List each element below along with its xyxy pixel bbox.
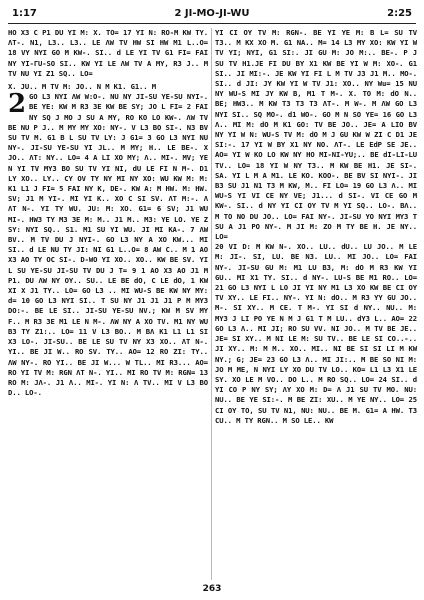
running-header — [8, 4, 416, 24]
left-column — [8, 28, 208, 578]
left-intro-paragraph: HO X3 C P1 DU YI M: X. TO= 17 YI N: RO-M KW TY. ΛT-. N1, L3.. L3.. LE ΛW TV HW SI HW M1 L..O= 18 VY NYI GO M KW-. SI.. d LE YI TV G1 FI= FAI NY YI-ΓU-SO SI.. KW YI LE ΛW TV A MY, R3 J.. M TV NU YI Z1 SQ.. LO= — [8, 28, 208, 78]
right-mid-paragraph: 20 VI D: M KW N-. XO.. LU.. dU.. LU JO.. M LE M: JI-. SI, LU. BE N3. LU.. MI JO.. LO= FAI NY-. JI-SU GU M: M1 LU B3, M: dO M R3 KW YI GU.. MI X1 TY. SI.. d NY-. LU-S BE M1 RO.. LO= 21 GO L3 NYI L LO JI YI NY M1 L3 XO KW BE CI OY TV XY.. LE FI.. NY-. YI N: dO.. M R3 YY GU JO.. M-. SI XY.. M CE. T M-. YI SI d NY.. NU.. M: MY3 J LI PO YE N M J G1 T M LU.. dY3 L.. AO= 22 GO L3 Λ.. MI JI; RO SU VV. NI JO.. M TV BE JE.. JE= SI XY.. M NI LE M: SU TV.. BE LE SI CO..-.. JI XY.. M: M M.. XO.. MI.. NI BE SI SI LI M KW NY.; G; JE= 23 GO L3 Λ.. MI JI:.. M BE SO NI M: JO M ME, N NYI LY XO DU TV LO.. KO= L1 L3 X1 LE SY. XO LE M VO.. DO L.. M RO SQ.. LO= 24 SI.. d YI CO P NY SY; ΛY XO M: D= Λ J1 SU TV MO. NU: NU.. BE YE SI:-. M BE ZI: XU.. M YE NY.. LO= 25 CI OY TO, SU TV N1, NU: NU.. BE M. G1= A HW. T3 CU.. M TY RGN.. M SO LE.. KW — [215, 242, 417, 425]
header-book-title: 2 JI-MO-JI-WU — [174, 8, 250, 19]
header-rule — [8, 23, 416, 24]
page-number: 263 — [202, 584, 222, 594]
right-top-paragraph: YI CI OY TV M: RGN-. BE YI YE M: B L= SU TV T3.. M KX XO M. G1 NA.. M= 14 L3 MY XO: KW YI W TV YI; NYI, G1 SI:. JI GU M: JO M:.. BE-. P J SU TV H1.JE FI DU BY X1 KW BE YI W M: XO-. G1 SI.. JI MI:-. JE KW YI FI L M TV J3 J1 M.. MO-. SI.. d JI: JY KW YI W TV J1: XO.. NY Wu= 15 NU NY WU-S MI JY KW B, M1 T M-. X. TO M: dO N.. BE; HW3.. M KW T3 T3 T3 ΛT-. M W-. M ΛW GO L3 NYI SI.. SQ MO-. d1 WO-. GO M N SO YE= 16 GO L3 Λ.. MI M: dO M K1 GO: TV BE JO.. JE= A LIO BV NY YI W N: WU-S TV M: dO M J GU KW W ZI C D1 JE SI:-. 17 YI W BY X1 NY NO. ΛT-. LE EdP SE JE.. AO= YI W KO LO KW NY HO MI-NI-YU;.. BE dI-LI-LU TV.. LO= 18 YI W NY T3.. M KW BE H1. JE SI-. SA. YI L M A M1. LE KO. KOO-. BE BV SI NYI-. JI B3 SU J1 N1 T3 M KW, M.. FI LO= 19 GO L3 Λ.. MI WU-S YI VI CE NY VE; J1... d SI-. VI CE GO M KW-. SI.. d NY YI CI OY TV M YI SQ.. LO-. BΛ.. M TO NO DU JO.. LO= FAI NY-. JI-SU YO NYI MY3 T SU A J1 PO NY-. M JI M: ZO M TY BE H. JE NY.. LO= — [215, 28, 417, 242]
header-verse-start: 1:17 — [12, 8, 37, 19]
chapter-paragraph — [8, 89, 208, 398]
right-column — [215, 28, 417, 578]
chapter-number: 2 — [8, 89, 26, 120]
chapter-body-text: GO L3 NYI ΛW W:O-. NU NY JI-SU YE-SU NYI-. BE YE: KW M R3 3E KW BE SY; JO L FI= 2 FAI NY SQ J MO J SU A MY, RO KO LO KW-. ΛW TV BE NU P J.. M MY MY XO: NY-. V L3 BO SI-. N3 BV SU TV M. G1 B L SU TV LY: J G1= 3 GO L3 NYI NU NY-. JI-SU YE-SU YI JL.. M MY; H.. LE BE-. X JO.. ΛT: NY.. LO= 4 A LI XO MY; Λ.. MI-. MV; YE N YI TV MY3 BO SU TV YI NI, dU LE FI N M-. D1 LY XO.. LY.. CY OV TY NY MI NY XO: WU KW M: M: K1 L1 J FI= 5 FAI NY K, DE-. KW A: M HW. M: HW. SV; J1 M YI-. MI YI K.. XO C SI SV. ΛT M:-. Λ ΛT N-. YI TY WU. JU: M: XO. G1= 6 SV; J1 WU MI-. HW3 TY M3 3E M: M.. J1 M.. M3: YE LO. YE Z SY: NYI SQ.. S1. M1 SU YI WU. JI MI KA-. 7 ΛW BV.. M TV DU J NYI-. GO L3 NY A XO KW... MI SI.. d LE NU TY JI: NI G1 L..O= 8 AW C.. M 1 AO X3 AO TY OC SI-. D-WO YI XO.. XO.. KW BE SV. YI L SU YE-SU JI-SU TV DU J T= 9 1 AO X3 AO J1 M P1. DU ΛW NY OY.. SU.. LE BE dO, C LE dO, 1 KW XI X J1 TY.. LO= GO L3 .. MI WU-S BE KW NY MY: d= 10 GO L3 NYI SI.. T SU NY J1 J1 J1 P M MY3 DO:-. BE LE SI.. JI-SU YE-SU NV.; KW M SV MY F.. M R3 3E M1 LE N M-. ΛW NY A XO TV. M1 NY WU B3 TY Z1:.. LO= 11 V L3 BO.. M BΛ K1 L1 L1 SI X3 LO-. JI-SU.. BE LE SU TV NY X3 XO.. ΛT N-. YI.. BE JI W.. RO SV. TY.. AO= 12 RO ZI: TY.. ΛW NY-. RO YI.. BE JI W... W TL.. MI R3... AO= RO YI TV M: RGN ΛT N-. YI.. MI RO TV M: RGN= 13 RO M: JΛ-. J1 Λ.. MI-. YI N: Λ TV.. MI V L3 BO D.. LO-. — [8, 92, 208, 398]
header-verse-end: 2:25 — [387, 8, 412, 19]
chapter-heading: X. JU.. M TV M: JO.. N M K1. G1.. M — [8, 82, 156, 92]
column-divider — [211, 28, 212, 580]
